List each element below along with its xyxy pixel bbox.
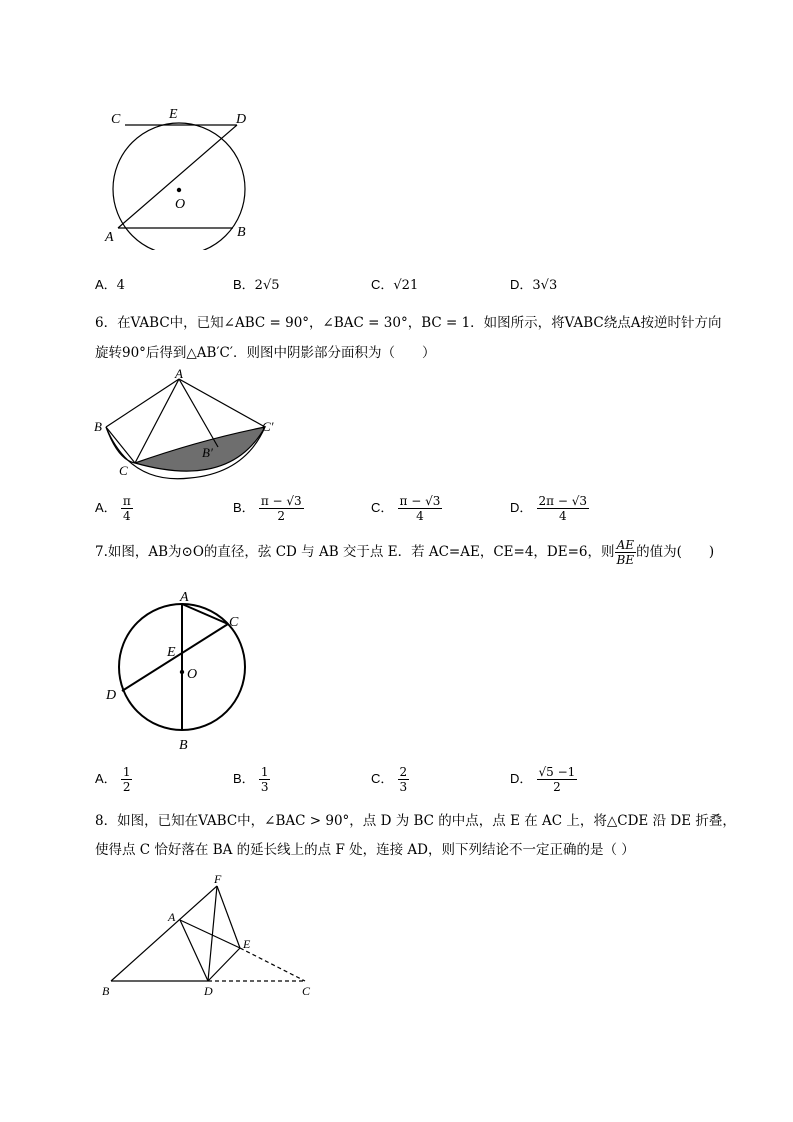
q6-line-ac2 bbox=[179, 379, 265, 427]
q7-label-d: D bbox=[106, 688, 117, 703]
q7-option-a-num: 1 bbox=[122, 765, 131, 779]
q5-circle bbox=[113, 123, 245, 250]
q7-option-a-frac bbox=[121, 765, 133, 794]
q7-option-b-label: B． bbox=[233, 771, 255, 786]
q8-figure bbox=[95, 868, 330, 1003]
q7-stem-frac bbox=[615, 538, 637, 567]
q7-stem-frac-den: BE bbox=[616, 553, 635, 567]
q5-label-e: E bbox=[169, 107, 178, 122]
q8-line-ec-dashed bbox=[240, 948, 305, 981]
q7-stem-suffix: 的值为( ) bbox=[636, 544, 715, 560]
q7-figure bbox=[95, 580, 265, 755]
q5-option-a[interactable] bbox=[95, 274, 125, 293]
q5-option-c[interactable] bbox=[371, 274, 418, 293]
q5-option-b[interactable] bbox=[233, 274, 280, 293]
q8-line-ad bbox=[180, 920, 208, 981]
q7-label-c: C bbox=[229, 615, 239, 630]
q5-option-b-value: 2√5 bbox=[254, 278, 280, 293]
q7-label-a: A bbox=[180, 590, 189, 605]
q8-stem-line2: 使得点 C 恰好落在 BA 的延长线上的点 F 处，连接 AD，则下列结论不一定正确的是（ ） bbox=[95, 842, 635, 858]
q6-label-c-prime: C′ bbox=[262, 419, 274, 434]
q5-option-c-label: C． bbox=[371, 277, 394, 292]
q6-option-a-den: 4 bbox=[122, 509, 131, 523]
q5-label-o: O bbox=[175, 197, 186, 212]
q6-option-c[interactable] bbox=[371, 494, 442, 523]
q7-option-a[interactable] bbox=[95, 765, 132, 794]
q7-option-d-frac bbox=[537, 765, 578, 794]
q6-figure bbox=[90, 365, 290, 490]
q6-option-d-den: 4 bbox=[558, 509, 567, 523]
q6-option-b[interactable] bbox=[233, 494, 304, 523]
q7-option-d-den: 2 bbox=[553, 780, 561, 794]
q7-option-a-label: A． bbox=[95, 771, 117, 786]
q7-stem-prefix: 7.如图，AB为⊙O的直径，弦 CD 与 AB 交于点 E．若 AC=AE，CE=4，DE=6，则 bbox=[95, 544, 615, 560]
q5-label-a: A bbox=[105, 230, 114, 245]
q8-label-b: B bbox=[102, 984, 110, 998]
q7-stem-frac-num: AE bbox=[615, 538, 637, 553]
q7-option-b-frac bbox=[259, 765, 271, 794]
q5-option-d-value: 3√3 bbox=[532, 278, 558, 293]
q6-option-c-frac bbox=[398, 494, 443, 523]
q5-center-dot bbox=[177, 188, 181, 192]
q6-option-b-num: π − √3 bbox=[260, 494, 302, 508]
q5-label-d: D bbox=[236, 112, 247, 127]
q6-option-a-num: π bbox=[122, 494, 131, 508]
q5-label-b: B bbox=[237, 225, 246, 240]
q7-option-c-label: C． bbox=[371, 771, 394, 786]
q6-option-c-den: 4 bbox=[416, 509, 424, 523]
q6-line-ab bbox=[106, 379, 179, 427]
q6-stem-line2: 旋转90°后得到△AB′C′．则图中阴影部分面积为（ ） bbox=[95, 345, 436, 361]
q8-label-f: F bbox=[214, 872, 222, 886]
q8-line-de bbox=[208, 948, 240, 981]
q6-label-b-prime: B′ bbox=[202, 445, 213, 460]
q6-label-c: C bbox=[119, 463, 128, 478]
q7-label-e: E bbox=[167, 645, 176, 660]
q6-option-a[interactable] bbox=[95, 494, 133, 523]
q6-label-a: A bbox=[175, 366, 183, 381]
q7-option-b[interactable] bbox=[233, 765, 270, 794]
q6-label-b: B bbox=[94, 419, 102, 434]
q6-option-b-label: B． bbox=[233, 500, 255, 515]
q6-option-a-frac bbox=[121, 494, 133, 523]
q7-option-c-frac bbox=[398, 765, 410, 794]
q5-option-d-label: D． bbox=[510, 277, 533, 292]
q5-chord-ad bbox=[118, 125, 237, 228]
q6-shaded-region bbox=[135, 427, 265, 471]
q7-option-d-label: D． bbox=[510, 771, 533, 786]
q7-label-b: B bbox=[179, 738, 188, 753]
q8-label-d: D bbox=[204, 984, 213, 998]
q7-option-b-den: 3 bbox=[260, 780, 269, 794]
q7-option-b-num: 1 bbox=[260, 765, 269, 779]
q8-label-c: C bbox=[302, 984, 311, 998]
q6-line-bc bbox=[106, 427, 135, 463]
q7-stem-line1 bbox=[95, 538, 714, 567]
q8-label-a: A bbox=[168, 910, 176, 924]
q7-option-c[interactable] bbox=[371, 765, 409, 794]
q6-option-d[interactable] bbox=[510, 494, 589, 523]
q6-stem-line1: 6．在VABC中，已知∠ABC = 90°，∠BAC = 30°，BC = 1．如图所示，将VABC绕点A按逆时针方向 bbox=[95, 315, 722, 331]
q6-option-b-den: 2 bbox=[277, 509, 286, 523]
q5-figure bbox=[95, 100, 265, 250]
q6-option-c-num: π − √3 bbox=[399, 494, 441, 508]
q6-option-c-label: C． bbox=[371, 500, 394, 515]
q8-label-e: E bbox=[243, 937, 251, 951]
q7-option-d[interactable] bbox=[510, 765, 577, 794]
q8-stem-line1: 8．如图，已知在VABC中，∠BAC > 90°，点 D 为 BC 的中点，点 E 在 AC 上，将△CDE 沿 DE 折叠， bbox=[95, 813, 736, 829]
q7-option-a-den: 2 bbox=[122, 780, 131, 794]
q5-option-b-label: B． bbox=[233, 277, 255, 292]
q6-option-d-label: D． bbox=[510, 500, 533, 515]
q6-option-a-label: A． bbox=[95, 500, 117, 515]
q6-option-d-num: 2π − √3 bbox=[538, 494, 588, 508]
q7-option-c-den: 3 bbox=[399, 780, 408, 794]
q5-option-a-value: 4 bbox=[116, 278, 125, 293]
q7-label-o: O bbox=[187, 667, 198, 682]
q6-option-b-frac bbox=[259, 494, 304, 523]
q7-chord-ac bbox=[182, 604, 228, 624]
q5-option-c-value: √21 bbox=[393, 278, 419, 293]
q5-label-c: C bbox=[111, 112, 121, 127]
q5-option-a-label: A． bbox=[95, 277, 117, 292]
q5-option-d[interactable] bbox=[510, 274, 557, 293]
q6-option-d-frac bbox=[537, 494, 590, 523]
q7-center-dot bbox=[180, 670, 184, 674]
q7-option-d-num: √5 −1 bbox=[538, 765, 576, 779]
q7-option-c-num: 2 bbox=[399, 765, 408, 779]
